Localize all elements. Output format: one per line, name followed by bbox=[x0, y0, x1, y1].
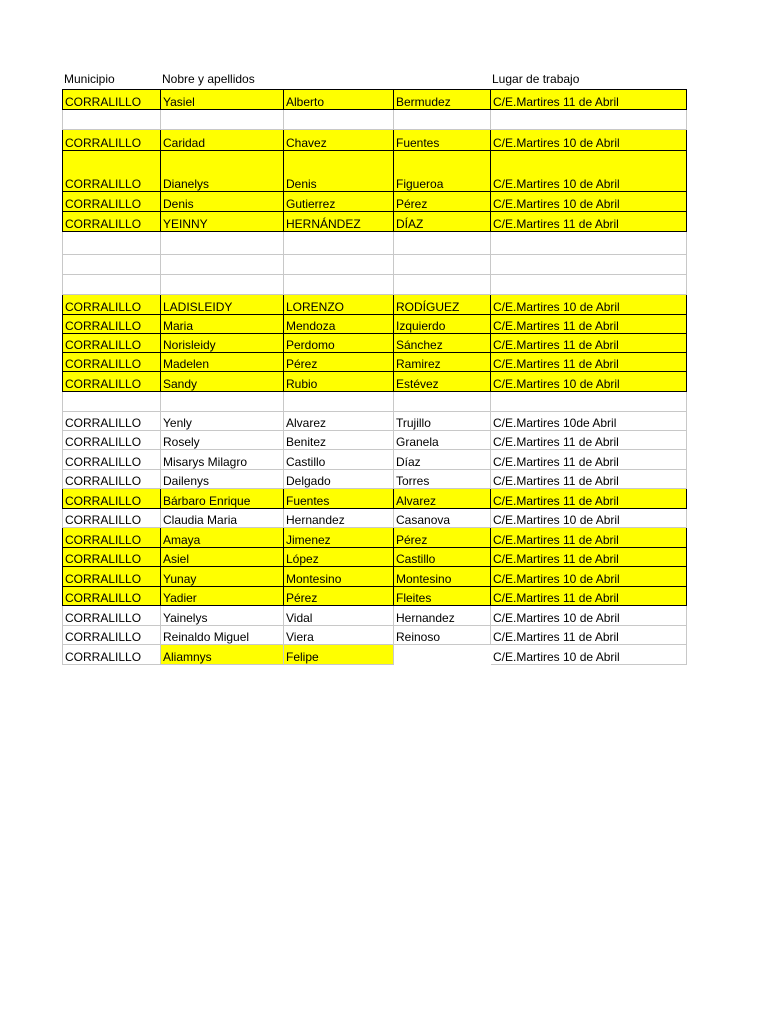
cell-nombre[interactable]: Yenly bbox=[161, 412, 284, 431]
cell-apellido2[interactable]: Estévez bbox=[394, 372, 491, 392]
cell-lugar[interactable]: C/E.Martires 10 de Abril bbox=[491, 130, 687, 151]
cell-apellido1[interactable]: Mendoza bbox=[284, 315, 394, 334]
cell-apellido1[interactable]: Montesino bbox=[284, 567, 394, 587]
cell-apellido1[interactable]: López bbox=[284, 548, 394, 567]
cell-lugar[interactable]: C/E.Martires 10 de Abril bbox=[491, 192, 687, 212]
cell-apellido2[interactable]: Fleites bbox=[394, 587, 491, 606]
cell-nombre[interactable]: Yadier bbox=[161, 587, 284, 606]
cell-municipio[interactable]: CORRALILLO bbox=[63, 90, 161, 110]
cell-municipio[interactable]: CORRALILLO bbox=[63, 489, 161, 509]
cell-lugar[interactable]: C/E.Martires 11 de Abril bbox=[491, 587, 687, 606]
cell-municipio[interactable]: CORRALILLO bbox=[63, 372, 161, 392]
table-row bbox=[63, 392, 687, 412]
cell-nombre[interactable]: Bárbaro Enrique bbox=[161, 489, 284, 509]
cell-lugar[interactable]: C/E.Martires 10 de Abril bbox=[491, 372, 687, 392]
cell-municipio[interactable]: CORRALILLO bbox=[63, 548, 161, 567]
cell-apellido2[interactable]: Pérez bbox=[394, 528, 491, 548]
cell-lugar[interactable] bbox=[491, 255, 687, 275]
cell-municipio[interactable]: CORRALILLO bbox=[63, 587, 161, 606]
cell-apellido2[interactable]: DÍAZ bbox=[394, 212, 491, 232]
cell-municipio[interactable]: CORRALILLO bbox=[63, 353, 161, 372]
cell-apellido1[interactable]: Felipe bbox=[284, 645, 394, 665]
cell-apellido1[interactable]: Alberto bbox=[284, 90, 394, 110]
cell-nombre[interactable]: Amaya bbox=[161, 528, 284, 548]
cell-lugar[interactable] bbox=[491, 275, 687, 295]
cell-apellido2[interactable]: Torres bbox=[394, 470, 491, 489]
cell-apellido1[interactable]: Jimenez bbox=[284, 528, 394, 548]
cell-apellido1[interactable]: Delgado bbox=[284, 470, 394, 489]
cell-nombre[interactable] bbox=[161, 110, 284, 130]
cell-apellido2[interactable]: RODÍGUEZ bbox=[394, 295, 491, 315]
table-row bbox=[63, 232, 687, 255]
cell-apellido1[interactable] bbox=[284, 392, 394, 412]
table-row bbox=[63, 334, 687, 353]
cell-apellido1[interactable]: Fuentes bbox=[284, 489, 394, 509]
table-row bbox=[63, 470, 687, 489]
table-row bbox=[63, 130, 687, 151]
table-row bbox=[63, 431, 687, 450]
cell-apellido1[interactable]: HERNÁNDEZ bbox=[284, 212, 394, 232]
cell-lugar[interactable]: C/E.Martires 11 de Abril bbox=[491, 212, 687, 232]
cell-apellido1[interactable]: Rubio bbox=[284, 372, 394, 392]
cell-apellido2[interactable]: Montesino bbox=[394, 567, 491, 587]
table-row bbox=[63, 587, 687, 606]
cell-apellido2[interactable]: Granela bbox=[394, 431, 491, 450]
table-row bbox=[63, 489, 687, 509]
cell-apellido2[interactable] bbox=[394, 275, 491, 295]
table-row bbox=[63, 567, 687, 587]
cell-nombre[interactable]: Madelen bbox=[161, 353, 284, 372]
table-row bbox=[63, 255, 687, 275]
cell-apellido1[interactable]: LORENZO bbox=[284, 295, 394, 315]
cell-lugar[interactable]: C/E.Martires 10 de Abril bbox=[491, 567, 687, 587]
cell-apellido2[interactable]: Castillo bbox=[394, 548, 491, 567]
cell-lugar[interactable]: C/E.Martires 11 de Abril bbox=[491, 528, 687, 548]
cell-nombre[interactable]: Maria bbox=[161, 315, 284, 334]
cell-apellido2[interactable]: Figueroa bbox=[394, 151, 491, 192]
cell-lugar[interactable] bbox=[491, 110, 687, 130]
cell-lugar[interactable]: C/E.Martires 11 de Abril bbox=[491, 334, 687, 353]
cell-apellido1[interactable]: Alvarez bbox=[284, 412, 394, 431]
cell-nombre[interactable]: Dailenys bbox=[161, 470, 284, 489]
cell-municipio[interactable] bbox=[63, 255, 161, 275]
cell-nombre[interactable] bbox=[161, 275, 284, 295]
cell-apellido2[interactable]: Izquierdo bbox=[394, 315, 491, 334]
table-row bbox=[63, 275, 687, 295]
cell-apellido2[interactable]: Bermudez bbox=[394, 90, 491, 110]
table-row bbox=[63, 192, 687, 212]
cell-municipio[interactable]: CORRALILLO bbox=[63, 528, 161, 548]
table-row bbox=[63, 151, 687, 192]
data-table bbox=[62, 89, 687, 665]
cell-municipio[interactable] bbox=[63, 110, 161, 130]
cell-lugar[interactable]: C/E.Martires 11 de Abril bbox=[491, 489, 687, 509]
cell-municipio[interactable]: CORRALILLO bbox=[63, 412, 161, 431]
table-row bbox=[63, 626, 687, 645]
cell-apellido1[interactable]: Perdomo bbox=[284, 334, 394, 353]
cell-lugar[interactable]: C/E.Martires 10 de Abril bbox=[491, 606, 687, 626]
cell-lugar[interactable]: C/E.Martires 11 de Abril bbox=[491, 431, 687, 450]
table-row bbox=[63, 353, 687, 372]
cell-apellido2[interactable] bbox=[394, 392, 491, 412]
table-row bbox=[63, 450, 687, 470]
cell-apellido2[interactable] bbox=[394, 110, 491, 130]
cell-nombre[interactable]: Asiel bbox=[161, 548, 284, 567]
cell-apellido1[interactable] bbox=[284, 110, 394, 130]
cell-apellido1[interactable] bbox=[284, 275, 394, 295]
cell-municipio[interactable]: CORRALILLO bbox=[63, 470, 161, 489]
cell-nombre[interactable] bbox=[161, 392, 284, 412]
cell-lugar[interactable] bbox=[491, 232, 687, 255]
cell-apellido2[interactable] bbox=[394, 645, 491, 665]
cell-apellido2[interactable]: Reinoso bbox=[394, 626, 491, 645]
cell-municipio[interactable]: CORRALILLO bbox=[63, 450, 161, 470]
table-row bbox=[63, 212, 687, 232]
cell-apellido2[interactable]: Casanova bbox=[394, 509, 491, 528]
cell-apellido2[interactable]: Hernandez bbox=[394, 606, 491, 626]
cell-apellido2[interactable]: Trujillo bbox=[394, 412, 491, 431]
cell-municipio[interactable]: CORRALILLO bbox=[63, 606, 161, 626]
cell-lugar[interactable]: C/E.Martires 10 de Abril bbox=[491, 151, 687, 192]
cell-municipio[interactable]: CORRALILLO bbox=[63, 431, 161, 450]
cell-municipio[interactable]: CORRALILLO bbox=[63, 334, 161, 353]
cell-lugar[interactable]: C/E.Martires 11 de Abril bbox=[491, 90, 687, 110]
table-row bbox=[63, 295, 687, 315]
spreadsheet bbox=[62, 70, 686, 665]
cell-apellido1[interactable]: Pérez bbox=[284, 353, 394, 372]
cell-nombre[interactable]: Sandy bbox=[161, 372, 284, 392]
cell-nombre[interactable]: Yunay bbox=[161, 567, 284, 587]
table-row bbox=[63, 372, 687, 392]
header-row bbox=[62, 70, 686, 89]
cell-municipio[interactable]: CORRALILLO bbox=[63, 567, 161, 587]
cell-apellido2[interactable]: Díaz bbox=[394, 450, 491, 470]
cell-lugar[interactable] bbox=[491, 392, 687, 412]
cell-lugar[interactable]: C/E.Martires 11 de Abril bbox=[491, 353, 687, 372]
cell-apellido1[interactable]: Pérez bbox=[284, 587, 394, 606]
cell-municipio[interactable]: CORRALILLO bbox=[63, 509, 161, 528]
cell-nombre[interactable]: YEINNY bbox=[161, 212, 284, 232]
cell-apellido1[interactable]: Benitez bbox=[284, 431, 394, 450]
cell-apellido1[interactable] bbox=[284, 255, 394, 275]
cell-municipio[interactable]: CORRALILLO bbox=[63, 645, 161, 665]
cell-nombre[interactable]: LADISLEIDY bbox=[161, 295, 284, 315]
cell-nombre[interactable]: Rosely bbox=[161, 431, 284, 450]
cell-apellido1[interactable]: Gutierrez bbox=[284, 192, 394, 212]
cell-municipio[interactable]: CORRALILLO bbox=[63, 192, 161, 212]
table-row bbox=[63, 645, 687, 665]
cell-apellido2[interactable]: Fuentes bbox=[394, 130, 491, 151]
cell-apellido1[interactable]: Denis bbox=[284, 151, 394, 192]
cell-apellido2[interactable] bbox=[394, 255, 491, 275]
cell-apellido1[interactable]: Viera bbox=[284, 626, 394, 645]
cell-apellido1[interactable]: Castillo bbox=[284, 450, 394, 470]
cell-lugar[interactable]: C/E.Martires 11 de Abril bbox=[491, 450, 687, 470]
cell-apellido2[interactable]: Pérez bbox=[394, 192, 491, 212]
table-row bbox=[63, 509, 687, 528]
cell-municipio[interactable]: CORRALILLO bbox=[63, 151, 161, 192]
cell-municipio[interactable]: CORRALILLO bbox=[63, 626, 161, 645]
cell-nombre[interactable]: Reinaldo Miguel bbox=[161, 626, 284, 645]
header-municipio: Municipio bbox=[64, 72, 115, 86]
cell-nombre[interactable] bbox=[161, 255, 284, 275]
cell-nombre[interactable]: Denis bbox=[161, 192, 284, 212]
cell-apellido2[interactable] bbox=[394, 232, 491, 255]
cell-lugar[interactable]: C/E.Martires 11 de Abril bbox=[491, 548, 687, 567]
cell-municipio[interactable]: CORRALILLO bbox=[63, 295, 161, 315]
table-row bbox=[63, 548, 687, 567]
cell-lugar[interactable]: C/E.Martires 11 de Abril bbox=[491, 315, 687, 334]
cell-apellido2[interactable]: Ramirez bbox=[394, 353, 491, 372]
cell-lugar[interactable]: C/E.Martires 10 de Abril bbox=[491, 645, 687, 665]
cell-lugar[interactable]: C/E.Martires 11 de Abril bbox=[491, 626, 687, 645]
cell-apellido2[interactable]: Alvarez bbox=[394, 489, 491, 509]
cell-nombre[interactable]: Aliamnys bbox=[161, 645, 284, 665]
cell-municipio[interactable]: CORRALILLO bbox=[63, 315, 161, 334]
cell-lugar[interactable]: C/E.Martires 11 de Abril bbox=[491, 470, 687, 489]
table-row bbox=[63, 110, 687, 130]
table-row bbox=[63, 90, 687, 110]
header-nombre: Nobre y apellidos bbox=[162, 72, 255, 86]
cell-apellido1[interactable]: Chavez bbox=[284, 130, 394, 151]
cell-lugar[interactable]: C/E.Martires 10de Abril bbox=[491, 412, 687, 431]
cell-nombre[interactable]: Dianelys bbox=[161, 151, 284, 192]
cell-nombre[interactable]: Misarys Milagro bbox=[161, 450, 284, 470]
cell-lugar[interactable]: C/E.Martires 10 de Abril bbox=[491, 509, 687, 528]
table-row bbox=[63, 315, 687, 334]
cell-apellido1[interactable]: Vidal bbox=[284, 606, 394, 626]
cell-municipio[interactable]: CORRALILLO bbox=[63, 212, 161, 232]
cell-municipio[interactable] bbox=[63, 392, 161, 412]
table-row bbox=[63, 528, 687, 548]
cell-nombre[interactable] bbox=[161, 232, 284, 255]
cell-lugar[interactable]: C/E.Martires 10 de Abril bbox=[491, 295, 687, 315]
cell-apellido1[interactable] bbox=[284, 232, 394, 255]
cell-nombre[interactable]: Norisleidy bbox=[161, 334, 284, 353]
cell-nombre[interactable]: Caridad bbox=[161, 130, 284, 151]
table-row bbox=[63, 412, 687, 431]
table-row bbox=[63, 606, 687, 626]
cell-municipio[interactable] bbox=[63, 275, 161, 295]
cell-municipio[interactable]: CORRALILLO bbox=[63, 130, 161, 151]
cell-municipio[interactable] bbox=[63, 232, 161, 255]
cell-apellido1[interactable]: Hernandez bbox=[284, 509, 394, 528]
header-lugar: Lugar de trabajo bbox=[492, 72, 580, 86]
cell-nombre[interactable]: Yasiel bbox=[161, 90, 284, 110]
cell-nombre[interactable]: Yainelys bbox=[161, 606, 284, 626]
cell-nombre[interactable]: Claudia Maria bbox=[161, 509, 284, 528]
cell-apellido2[interactable]: Sánchez bbox=[394, 334, 491, 353]
